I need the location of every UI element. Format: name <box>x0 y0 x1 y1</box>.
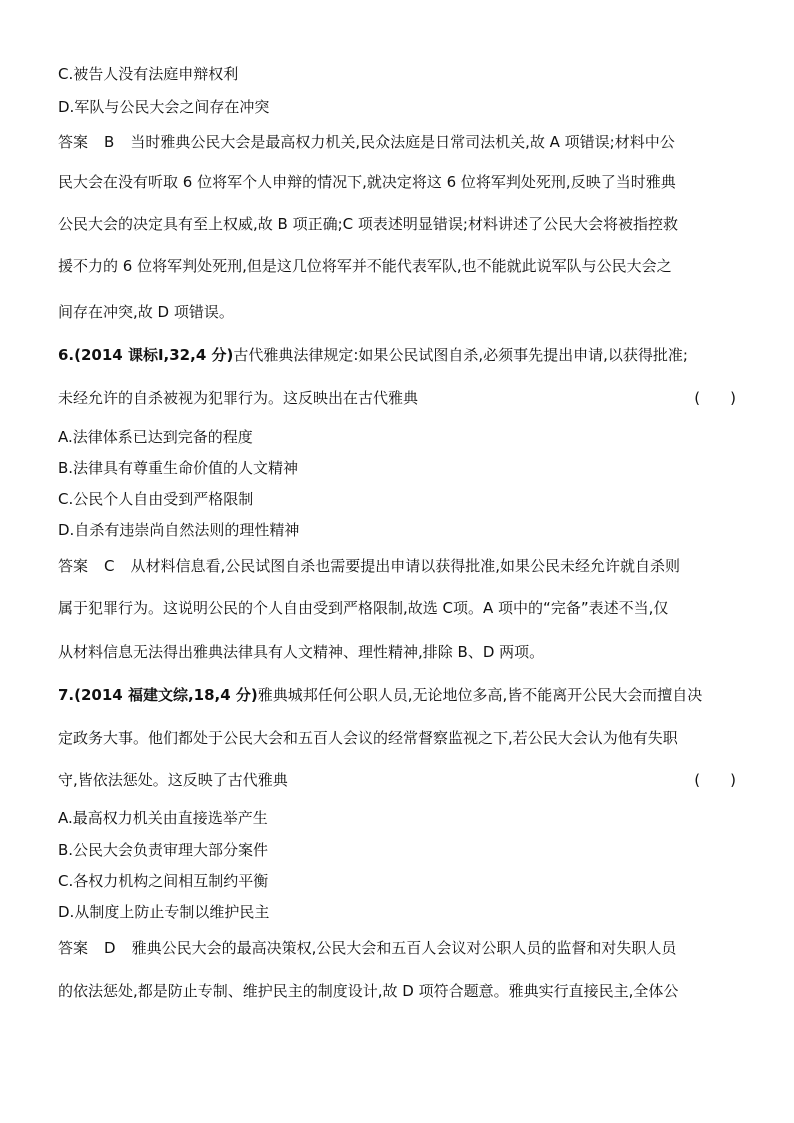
q6-option-b: B.法律具有尊重生命价值的人文精神 <box>58 459 299 477</box>
q6-option-c: C.公民个人自由受到严格限制 <box>58 490 254 508</box>
q5-option-d: D.军队与公民大会之间存在冲突 <box>58 98 270 116</box>
question-source: 7.(2014 福建文综,18,4 分) <box>58 686 258 704</box>
q6-option-d: D.自杀有违崇尚自然法则的理性精神 <box>58 521 300 539</box>
q7-stem-line-3 <box>58 770 736 790</box>
answer-key: C <box>104 557 115 575</box>
explanation-text: 当时雅典公民大会是最高权力机关,民众法庭是日常司法机关,故 A 项错误;材料中公 <box>130 133 675 151</box>
q7-option-c: C.各权力机构之间相互制约平衡 <box>58 872 269 890</box>
q6-answer-line-2: 属于犯罪行为。这说明公民的个人自由受到严格限制,故选 C项。A 项中的“完备”表述不当,仅 <box>58 599 669 617</box>
q5-answer-line-3: 公民大会的决定具有至上权威,故 B 项正确;C 项表述明显错误;材料讲述了公民大会将被指控救 <box>58 215 678 233</box>
question-source: 6.(2014 课标Ⅰ,32,4 分) <box>58 346 234 364</box>
q7-answer-line-1 <box>58 938 736 958</box>
q5-option-c: C.被告人没有法庭申辩权利 <box>58 65 239 83</box>
q7-stem-line-1 <box>58 685 736 705</box>
answer-key: B <box>104 133 115 151</box>
q6-stem-line-1 <box>58 345 736 365</box>
explanation-text: 雅典公民大会的最高决策权,公民大会和五百人会议对公职人员的监督和对失职人员 <box>131 939 677 957</box>
q7-stem-line-2: 定政务大事。他们都处于公民大会和五百人会议的经常督察监视之下,若公民大会认为他有失职 <box>58 729 678 747</box>
q5-answer-line-4: 援不力的 6 位将军判处死刑,但是这几位将军并不能代表军队,也不能就此说军队与公民大会之 <box>58 257 672 275</box>
q6-stem-line-2 <box>58 388 736 408</box>
q7-answer-line-2: 的依法惩处,都是防止专制、维护民主的制度设计,故 D 项符合题意。雅典实行直接民主,全体公 <box>58 982 679 1000</box>
answer-label: 答案 <box>58 557 89 575</box>
answer-label: 答案 <box>58 939 89 957</box>
question-stem: 未经允许的自杀被视为犯罪行为。这反映出在古代雅典 <box>58 389 419 407</box>
q7-option-d: D.从制度上防止专制以维护民主 <box>58 903 270 921</box>
q6-answer-line-3: 从材料信息无法得出雅典法律具有人文精神、理性精神,排除 B、D 两项。 <box>58 643 545 661</box>
answer-blank: ( ) <box>694 389 736 407</box>
answer-blank: ( ) <box>694 771 736 789</box>
q6-option-a: A.法律体系已达到完备的程度 <box>58 428 253 446</box>
q7-option-b: B.公民大会负责审理大部分案件 <box>58 841 269 859</box>
question-stem: 守,皆依法惩处。这反映了古代雅典 <box>58 771 288 789</box>
q5-answer-line-1 <box>58 132 736 152</box>
q6-answer-line-1 <box>58 556 736 576</box>
q5-answer-line-5: 间存在冲突,故 D 项错误。 <box>58 303 234 321</box>
answer-key: D <box>104 939 116 957</box>
q7-option-a: A.最高权力机关由直接选举产生 <box>58 809 268 827</box>
answer-label: 答案 <box>58 133 89 151</box>
explanation-text: 从材料信息看,公民试图自杀也需要提出申请以获得批准,如果公民未经允许就自杀则 <box>130 557 681 575</box>
question-stem: 古代雅典法律规定:如果公民试图自杀,必须事先提出申请,以获得批准; <box>233 346 688 364</box>
q5-answer-line-2: 民大会在没有听取 6 位将军个人申辩的情况下,就决定将这 6 位将军判处死刑,反映了当时雅典 <box>58 173 676 191</box>
question-stem: 雅典城邦任何公职人员,无论地位多高,皆不能离开公民大会而擅自决 <box>257 686 703 704</box>
